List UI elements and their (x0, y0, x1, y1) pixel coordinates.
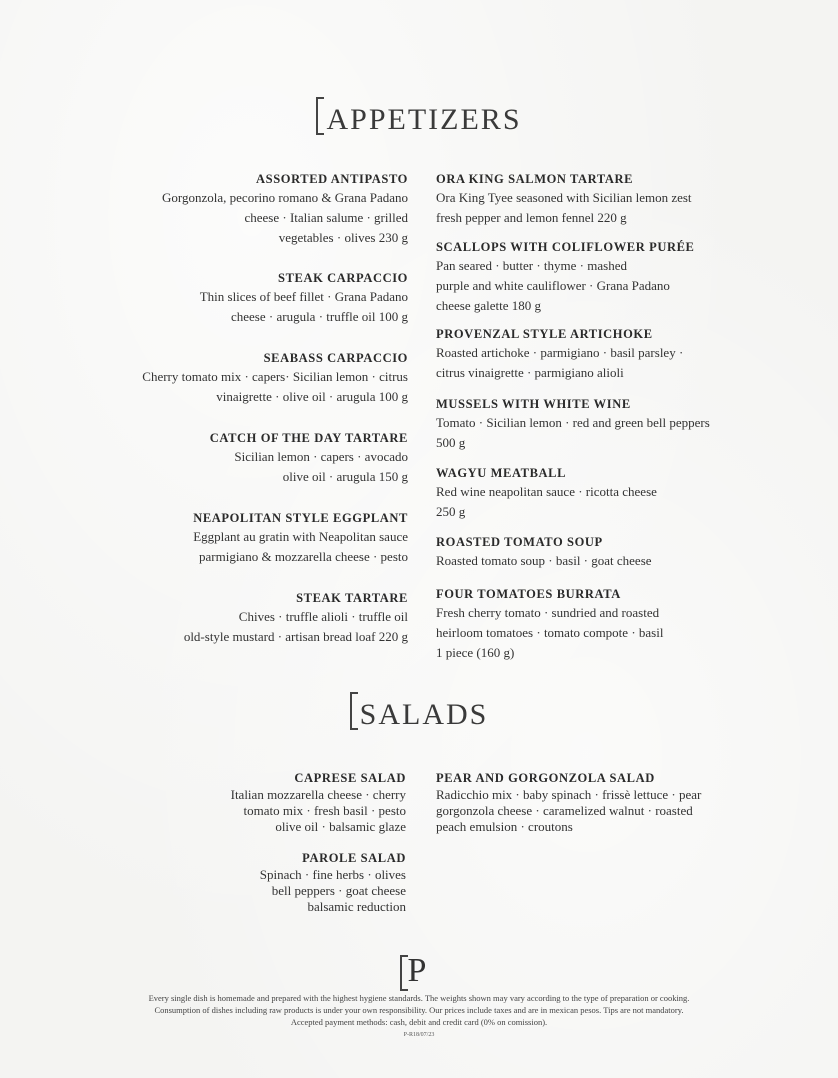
item-description: Thin slices of beef fillet · Grana Padano cheese · arugula · truffle oil 100 g (199, 289, 408, 324)
item-title: SEABASS CARPACCIO (263, 351, 408, 365)
menu-item (436, 585, 663, 663)
item-title: NEAPOLITAN STYLE EGGPLANT (193, 511, 408, 525)
item-description: Chives · truffle alioli · truffle oil old-style mustard · artisan bread loaf 220 g (183, 609, 408, 644)
item-description: Spinach · fine herbs · olives bell peppers · goat cheese balsamic reduction (259, 867, 406, 914)
menu-item (100, 170, 408, 248)
item-title: CAPRESE SALAD (294, 771, 406, 785)
item-description: Roasted artichoke · parmigiano · basil parsley · citrus vinaigrette · parmigiano alioli (436, 345, 684, 380)
item-description: Roasted tomato soup · basil · goat cheese (436, 553, 652, 568)
item-description: Italian mozzarella cheese · cherry tomato mix · fresh basil · pesto olive oil · balsamic glaze (230, 787, 406, 834)
item-description: Red wine neapolitan sauce · ricotta cheese 250 g (436, 484, 657, 519)
item-title: FOUR TOMATOES BURRATA (436, 587, 621, 601)
menu-item (150, 849, 406, 915)
menu-item (100, 429, 408, 487)
item-title: ROASTED TOMATO SOUP (436, 535, 603, 549)
item-title: MUSSELS WITH WHITE WINE (436, 397, 631, 411)
item-description: Eggplant au gratin with Neapolitan sauce parmigiano & mozzarella cheese · pesto (193, 529, 408, 564)
item-description: Fresh cherry tomato · sundried and roasted heirloom tomatoes · tomato compote · basil 1 piece (160 g) (436, 605, 664, 660)
salads-title: SALADS (359, 698, 489, 731)
item-title: STEAK CARPACCIO (278, 271, 408, 285)
item-description: Pan seared · butter · thyme · mashed purple and white cauliflower · Grana Padano cheese galette 180 g (436, 258, 670, 313)
bracket-ornament (316, 97, 324, 135)
menu-item (100, 589, 408, 647)
item-title: PEAR AND GORGONZOLA SALAD (436, 771, 655, 785)
disclaimer-line: Consumption of dishes including raw products is under your own responsibility. Our prices include taxes and are in mexican pesos. Tips are not mandatory. (154, 1005, 684, 1015)
menu-item (100, 269, 408, 327)
payment-methods: Accepted payment methods: cash, debit and credit card (0% on comission). (290, 1017, 548, 1027)
menu-item (436, 464, 657, 522)
item-title: ORA KING SALMON TARTARE (436, 172, 634, 186)
menu-item (436, 769, 701, 835)
salads-heading (0, 692, 838, 732)
menu-item (436, 170, 692, 228)
item-description: Ora King Tyee seasoned with Sicilian lemon zest fresh pepper and lemon fennel 220 g (436, 190, 692, 225)
menu-item (436, 395, 710, 453)
appetizers-title: APPETIZERS (326, 103, 522, 136)
item-title: STEAK TARTARE (296, 591, 408, 605)
item-title: PROVENZAL STYLE ARTICHOKE (436, 327, 653, 341)
restaurant-logo (400, 952, 434, 989)
item-description: Gorgonzola, pecorino romano & Grana Padano cheese · Italian salume · grilled vegetables · olives 230 g (162, 190, 408, 245)
bracket-ornament (400, 955, 408, 991)
item-title: PAROLE SALAD (302, 851, 406, 865)
item-description: Radicchio mix · baby spinach · frissè lettuce · pear gorgonzola cheese · caramelized walnut · roasted peach emulsion · croutons (436, 787, 702, 834)
menu-item (436, 325, 683, 383)
disclaimer-line: Every single dish is homemade and prepared with the highest hygiene standards. The weights shown may vary according to the type of preparation or cooking. (148, 993, 690, 1003)
item-title: WAGYU MEATBALL (436, 466, 567, 480)
appetizers-heading (0, 97, 838, 137)
menu-code: P-R18/07/23 (403, 1032, 435, 1038)
item-title: CATCH OF THE DAY TARTARE (209, 431, 408, 445)
menu-item (150, 769, 406, 835)
item-description: Cherry tomato mix · capers· Sicilian lemon · citrus vinaigrette · olive oil · arugula 100 g (142, 369, 408, 404)
menu-item (88, 349, 408, 407)
item-description: Tomato · Sicilian lemon · red and green bell peppers 500 g (436, 415, 710, 450)
item-title: ASSORTED ANTIPASTO (256, 172, 408, 186)
menu-item (100, 509, 408, 567)
footer-disclaimer (80, 992, 758, 1028)
menu-item (436, 533, 652, 571)
bracket-ornament (350, 692, 358, 730)
logo-letter: P (407, 952, 427, 989)
item-title: SCALLOPS WITH COLIFLOWER PURÉE (436, 240, 695, 254)
item-description: Sicilian lemon · capers · avocado olive oil · arugula 150 g (234, 449, 408, 484)
menu-item (436, 238, 694, 316)
